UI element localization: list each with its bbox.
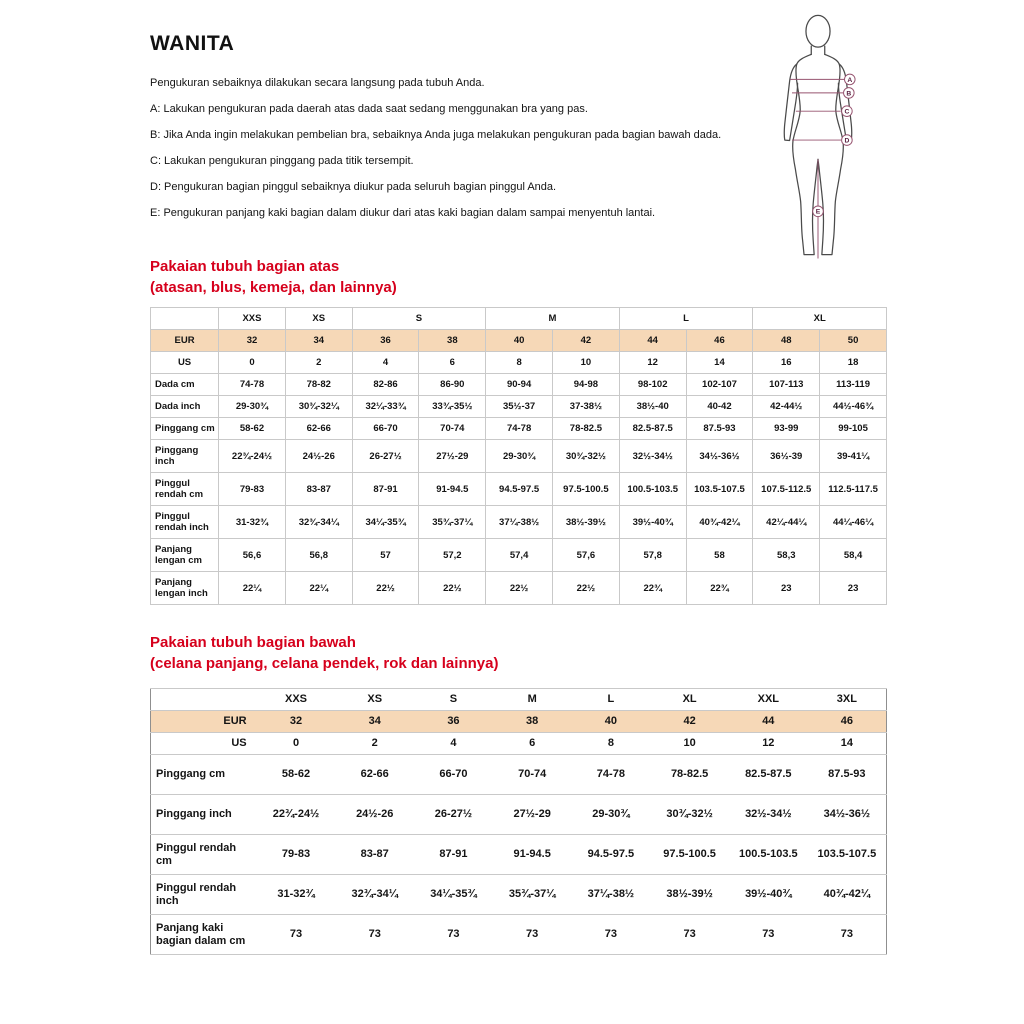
size-value-cell: 8 [486, 352, 553, 374]
table-row [151, 330, 887, 352]
row-label: EUR [151, 330, 219, 352]
size-value-cell: 40 [572, 711, 651, 733]
size-value-cell: 24½-26 [285, 440, 352, 473]
size-value-cell: 91-94.5 [493, 835, 572, 875]
table-row [151, 418, 887, 440]
size-value-cell: 6 [419, 352, 486, 374]
section-heading-line: Pakaian tubuh bagian atas [150, 258, 340, 275]
section-heading-upper [150, 257, 397, 298]
size-value-cell: 56,8 [285, 539, 352, 572]
size-value-cell: 58 [686, 539, 753, 572]
size-value-cell: 46 [686, 330, 753, 352]
size-value-cell: 50 [820, 330, 887, 352]
intro-line: E: Pengukuran panjang kaki bagian dalam diukur dari atas kaki bagian dalam sampai menyentuh lantai. [150, 207, 656, 219]
size-header-xxl: XXL [729, 689, 808, 711]
size-value-cell: 78-82 [285, 374, 352, 396]
size-header-row [151, 689, 887, 711]
size-value-cell: 74-78 [572, 755, 651, 795]
size-value-cell: 35½-37 [486, 396, 553, 418]
size-value-cell: 12 [619, 352, 686, 374]
female-figure-icon [758, 12, 878, 272]
size-value-cell: 0 [219, 352, 286, 374]
size-value-cell: 73 [414, 915, 493, 955]
size-value-cell: 22¾-24½ [257, 795, 336, 835]
size-value-cell: 73 [335, 915, 414, 955]
size-value-cell: 38½-39½ [553, 506, 620, 539]
table-row [151, 755, 887, 795]
intro-text [150, 77, 765, 233]
size-value-cell: 26-27½ [352, 440, 419, 473]
size-value-cell: 74-78 [486, 418, 553, 440]
size-value-cell: 36½-39 [753, 440, 820, 473]
size-value-cell: 14 [808, 733, 887, 755]
size-value-cell: 8 [572, 733, 651, 755]
size-value-cell: 24½-26 [335, 795, 414, 835]
size-value-cell: 103.5-107.5 [686, 473, 753, 506]
size-value-cell: 2 [285, 352, 352, 374]
size-value-cell: 10 [553, 352, 620, 374]
row-label: US [151, 352, 219, 374]
size-value-cell: 94.5-97.5 [486, 473, 553, 506]
size-value-cell: 99-105 [820, 418, 887, 440]
size-value-cell: 42-44½ [753, 396, 820, 418]
lower-body-size-table [150, 688, 887, 955]
size-value-cell: 57,6 [553, 539, 620, 572]
section-heading-line: (atasan, blus, kemeja, dan lainnya) [150, 278, 397, 296]
size-value-cell: 57 [352, 539, 419, 572]
size-value-cell: 36 [352, 330, 419, 352]
size-value-cell: 22½ [352, 572, 419, 605]
body-measurement-figure [758, 12, 878, 272]
table-row [151, 352, 887, 374]
intro-line: D: Pengukuran bagian pinggul sebaiknya diukur pada seluruh bagian pinggul Anda. [150, 181, 557, 193]
size-value-cell: 100.5-103.5 [619, 473, 686, 506]
row-label: Pinggul rendah inch [151, 875, 257, 915]
row-label: Pinggul rendah cm [151, 473, 219, 506]
size-value-cell: 10 [650, 733, 729, 755]
size-value-cell: 32½-34½ [619, 440, 686, 473]
size-value-cell: 94-98 [553, 374, 620, 396]
corner-cell [151, 308, 219, 330]
size-value-cell: 73 [808, 915, 887, 955]
size-value-cell: 32½-34½ [729, 795, 808, 835]
intro-line: B: Jika Anda ingin melakukan pembelian bra, sebaiknya Anda juga melakukan pengukuran pada bagian bawah dada. [150, 129, 722, 141]
size-value-cell: 73 [729, 915, 808, 955]
intro-line: A: Lakukan pengukuran pada daerah atas dada saat sedang menggunakan bra yang pas. [150, 103, 588, 115]
size-header-s: S [414, 689, 493, 711]
size-group-m: M [486, 308, 620, 330]
marker-c: C [844, 108, 850, 116]
size-value-cell: 58,4 [820, 539, 887, 572]
row-label: Pinggang inch [151, 440, 219, 473]
size-value-cell: 44¼-46¼ [820, 506, 887, 539]
size-value-cell: 36 [414, 711, 493, 733]
size-value-cell: 103.5-107.5 [808, 835, 887, 875]
row-label: Panjang lengan cm [151, 539, 219, 572]
size-group-xs: XS [285, 308, 352, 330]
size-group-row [151, 308, 887, 330]
size-value-cell: 91-94.5 [419, 473, 486, 506]
size-header-l: L [572, 689, 651, 711]
size-value-cell: 30¾-32¼ [285, 396, 352, 418]
size-value-cell: 39½-40¾ [619, 506, 686, 539]
row-label: Pinggul rendah cm [151, 835, 257, 875]
size-value-cell: 86-90 [419, 374, 486, 396]
size-value-cell: 22½ [486, 572, 553, 605]
size-value-cell: 31-32¾ [257, 875, 336, 915]
size-value-cell: 112.5-117.5 [820, 473, 887, 506]
size-value-cell: 87-91 [352, 473, 419, 506]
size-value-cell: 62-66 [285, 418, 352, 440]
size-value-cell: 16 [753, 352, 820, 374]
size-value-cell: 6 [493, 733, 572, 755]
size-value-cell: 97.5-100.5 [553, 473, 620, 506]
size-value-cell: 100.5-103.5 [729, 835, 808, 875]
upper-body-size-table [150, 307, 887, 605]
size-value-cell: 44 [619, 330, 686, 352]
size-header-xxs: XXS [257, 689, 336, 711]
size-header-3xl: 3XL [808, 689, 887, 711]
size-value-cell: 37¼-38½ [572, 875, 651, 915]
size-value-cell: 42¼-44¼ [753, 506, 820, 539]
size-value-cell: 18 [820, 352, 887, 374]
size-value-cell: 40 [486, 330, 553, 352]
size-header-xl: XL [650, 689, 729, 711]
size-value-cell: 27½-29 [493, 795, 572, 835]
corner-cell [151, 689, 257, 711]
size-value-cell: 98-102 [619, 374, 686, 396]
size-value-cell: 74-78 [219, 374, 286, 396]
size-value-cell: 39½-40¾ [729, 875, 808, 915]
size-value-cell: 30¾-32½ [650, 795, 729, 835]
row-label: Dada inch [151, 396, 219, 418]
size-value-cell: 73 [493, 915, 572, 955]
size-value-cell: 34¼-35¾ [414, 875, 493, 915]
size-value-cell: 87.5-93 [686, 418, 753, 440]
size-value-cell: 22¼ [219, 572, 286, 605]
size-value-cell: 73 [257, 915, 336, 955]
table-row [151, 875, 887, 915]
size-value-cell: 46 [808, 711, 887, 733]
row-label: EUR [151, 711, 257, 733]
size-value-cell: 34¼-35¾ [352, 506, 419, 539]
table-row [151, 733, 887, 755]
size-value-cell: 32¾-34¼ [285, 506, 352, 539]
size-value-cell: 58-62 [219, 418, 286, 440]
intro-line: C: Lakukan pengukuran pinggang pada titik tersempit. [150, 155, 414, 167]
size-value-cell: 66-70 [414, 755, 493, 795]
size-value-cell: 56,6 [219, 539, 286, 572]
size-value-cell: 39-41¼ [820, 440, 887, 473]
size-value-cell: 34½-36½ [808, 795, 887, 835]
size-value-cell: 70-74 [493, 755, 572, 795]
table-row [151, 506, 887, 539]
size-header-xs: XS [335, 689, 414, 711]
size-value-cell: 30¾-32½ [553, 440, 620, 473]
size-value-cell: 23 [753, 572, 820, 605]
size-value-cell: 58-62 [257, 755, 336, 795]
size-value-cell: 90-94 [486, 374, 553, 396]
size-value-cell: 4 [414, 733, 493, 755]
size-value-cell: 32 [257, 711, 336, 733]
row-label: Panjang kaki bagian dalam cm [151, 915, 257, 955]
row-label: Pinggang inch [151, 795, 257, 835]
size-value-cell: 35¾-37¼ [493, 875, 572, 915]
size-value-cell: 42 [553, 330, 620, 352]
size-value-cell: 113-119 [820, 374, 887, 396]
size-group-xxs: XXS [219, 308, 286, 330]
size-value-cell: 12 [729, 733, 808, 755]
size-value-cell: 38 [419, 330, 486, 352]
size-value-cell: 29-30¾ [219, 396, 286, 418]
size-value-cell: 27½-29 [419, 440, 486, 473]
section-heading-line: (celana panjang, celana pendek, rok dan lainnya) [150, 654, 499, 672]
size-value-cell: 34 [285, 330, 352, 352]
table-row [151, 915, 887, 955]
size-value-cell: 22½ [419, 572, 486, 605]
size-value-cell: 33¾-35½ [419, 396, 486, 418]
size-value-cell: 58,3 [753, 539, 820, 572]
table-row [151, 711, 887, 733]
size-value-cell: 66-70 [352, 418, 419, 440]
size-value-cell: 26-27½ [414, 795, 493, 835]
size-value-cell: 22¾-24½ [219, 440, 286, 473]
size-value-cell: 87-91 [414, 835, 493, 875]
size-value-cell: 44 [729, 711, 808, 733]
size-group-s: S [352, 308, 486, 330]
table-row [151, 473, 887, 506]
size-value-cell: 34 [335, 711, 414, 733]
size-value-cell: 32 [219, 330, 286, 352]
table-row [151, 795, 887, 835]
table-row [151, 440, 887, 473]
size-value-cell: 38½-40 [619, 396, 686, 418]
size-value-cell: 2 [335, 733, 414, 755]
size-value-cell: 79-83 [219, 473, 286, 506]
size-value-cell: 32¾-34¼ [335, 875, 414, 915]
table-row [151, 396, 887, 418]
size-value-cell: 38½-39½ [650, 875, 729, 915]
size-value-cell: 4 [352, 352, 419, 374]
size-value-cell: 38 [493, 711, 572, 733]
table-row [151, 835, 887, 875]
row-label: US [151, 733, 257, 755]
row-label: Dada cm [151, 374, 219, 396]
size-value-cell: 44½-46¾ [820, 396, 887, 418]
size-value-cell: 14 [686, 352, 753, 374]
table-row [151, 572, 887, 605]
size-value-cell: 62-66 [335, 755, 414, 795]
size-value-cell: 42 [650, 711, 729, 733]
table-row [151, 374, 887, 396]
row-label: Pinggang cm [151, 755, 257, 795]
size-value-cell: 22¾ [619, 572, 686, 605]
section-heading-line: Pakaian tubuh bagian bawah [150, 634, 356, 651]
size-value-cell: 57,4 [486, 539, 553, 572]
size-value-cell: 83-87 [285, 473, 352, 506]
row-label: Pinggul rendah inch [151, 506, 219, 539]
size-value-cell: 22¾ [686, 572, 753, 605]
size-value-cell: 29-30¾ [486, 440, 553, 473]
measure-markers [813, 74, 855, 217]
size-value-cell: 73 [650, 915, 729, 955]
page-title: WANITA [150, 32, 235, 55]
row-label: Pinggang cm [151, 418, 219, 440]
size-value-cell: 97.5-100.5 [650, 835, 729, 875]
intro-line: Pengukuran sebaiknya dilakukan secara langsung pada tubuh Anda. [150, 77, 485, 89]
size-value-cell: 82-86 [352, 374, 419, 396]
size-value-cell: 31-32¾ [219, 506, 286, 539]
marker-b: B [846, 90, 852, 98]
size-value-cell: 23 [820, 572, 887, 605]
size-value-cell: 57,2 [419, 539, 486, 572]
size-value-cell: 93-99 [753, 418, 820, 440]
marker-a: A [847, 76, 853, 84]
size-header-m: M [493, 689, 572, 711]
section-heading-lower [150, 633, 498, 674]
size-value-cell: 73 [572, 915, 651, 955]
size-value-cell: 79-83 [257, 835, 336, 875]
size-value-cell: 87.5-93 [808, 755, 887, 795]
size-group-l: L [619, 308, 753, 330]
size-value-cell: 29-30¾ [572, 795, 651, 835]
size-value-cell: 94.5-97.5 [572, 835, 651, 875]
size-value-cell: 57,8 [619, 539, 686, 572]
size-value-cell: 82.5-87.5 [619, 418, 686, 440]
table-row [151, 539, 887, 572]
size-value-cell: 0 [257, 733, 336, 755]
size-value-cell: 107.5-112.5 [753, 473, 820, 506]
size-value-cell: 48 [753, 330, 820, 352]
size-value-cell: 70-74 [419, 418, 486, 440]
size-value-cell: 37-38½ [553, 396, 620, 418]
size-value-cell: 37¼-38½ [486, 506, 553, 539]
marker-d: D [844, 137, 850, 145]
size-value-cell: 40¾-42¼ [686, 506, 753, 539]
size-value-cell: 35¾-37¼ [419, 506, 486, 539]
size-value-cell: 78-82.5 [553, 418, 620, 440]
marker-e: E [815, 208, 821, 216]
size-group-xl: XL [753, 308, 887, 330]
size-value-cell: 40¾-42¼ [808, 875, 887, 915]
size-value-cell: 78-82.5 [650, 755, 729, 795]
size-value-cell: 83-87 [335, 835, 414, 875]
size-value-cell: 40-42 [686, 396, 753, 418]
row-label: Panjang lengan inch [151, 572, 219, 605]
size-value-cell: 82.5-87.5 [729, 755, 808, 795]
size-value-cell: 34½-36½ [686, 440, 753, 473]
size-value-cell: 22¼ [285, 572, 352, 605]
size-value-cell: 102-107 [686, 374, 753, 396]
size-value-cell: 22½ [553, 572, 620, 605]
size-value-cell: 107-113 [753, 374, 820, 396]
size-value-cell: 32¼-33¾ [352, 396, 419, 418]
